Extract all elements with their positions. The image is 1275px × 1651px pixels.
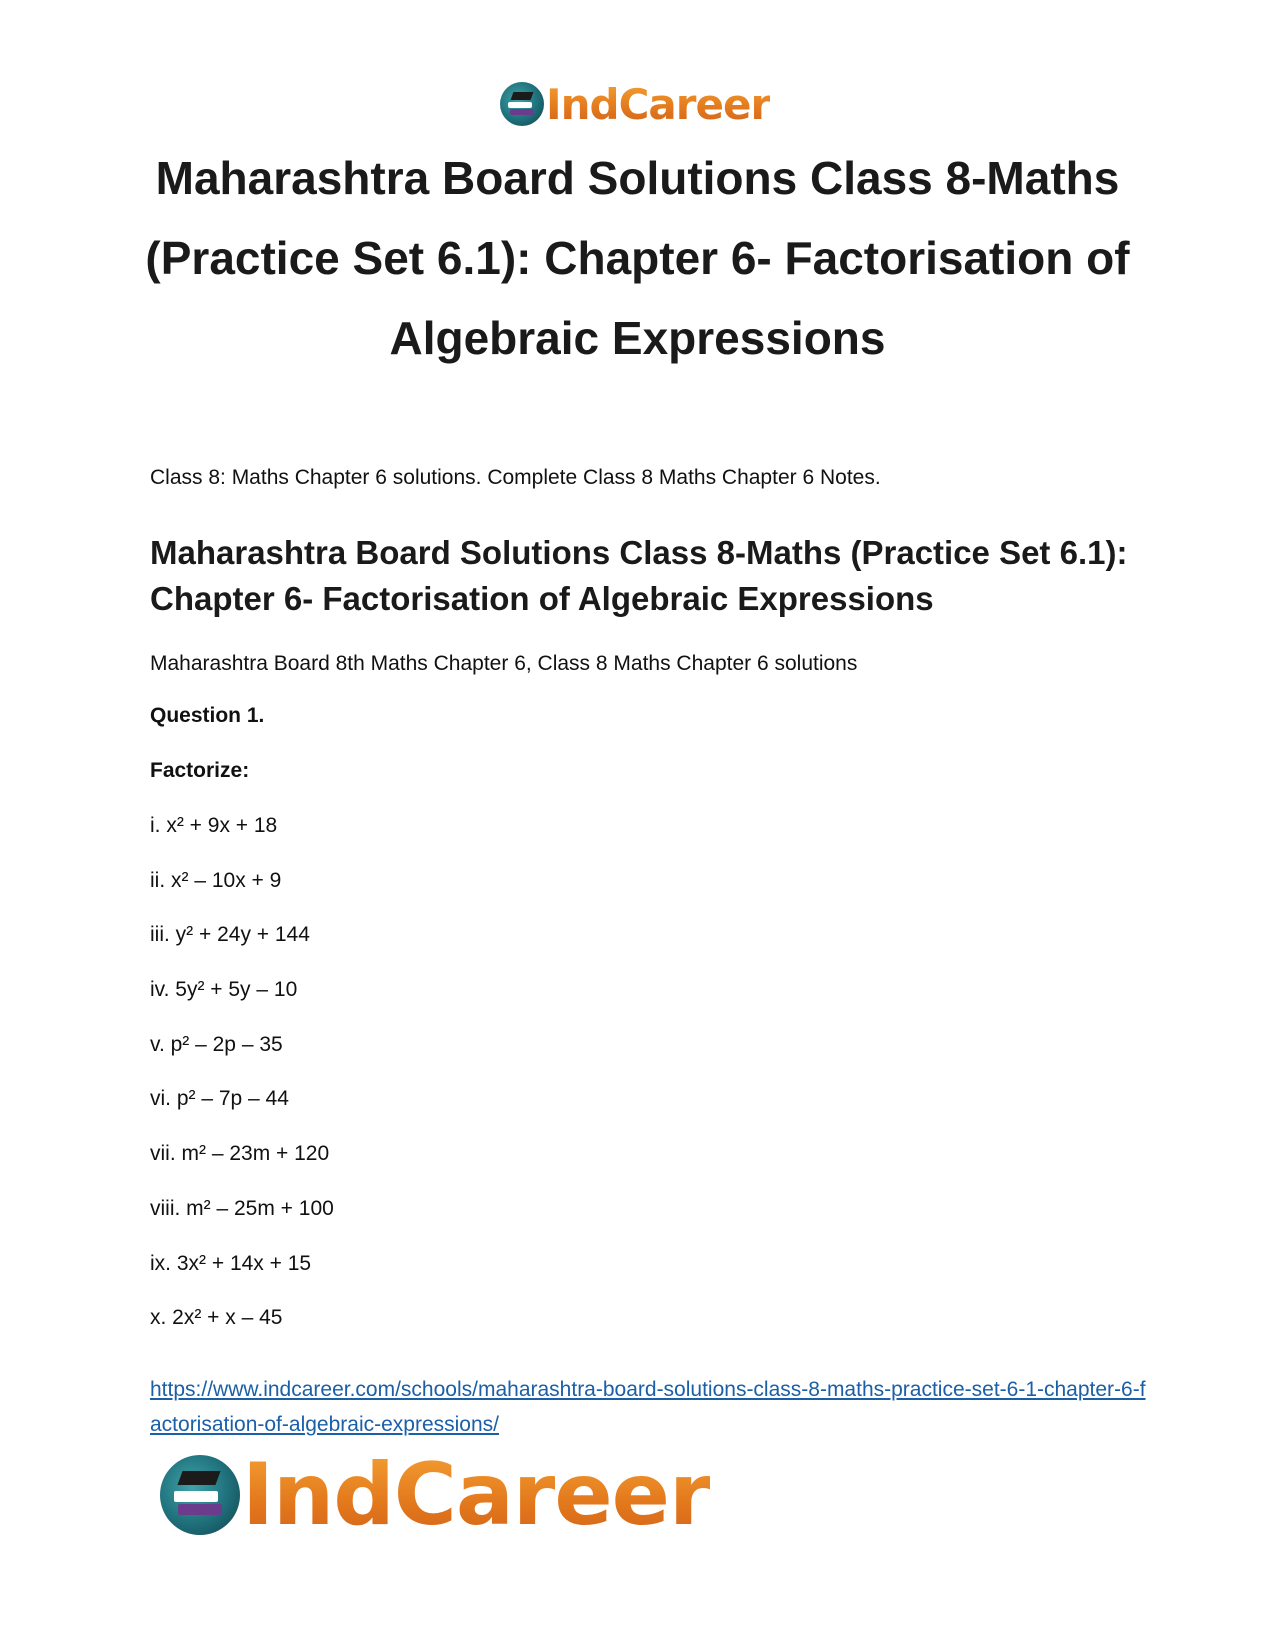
factorize-label: Factorize: [150,759,250,782]
graduation-cap-book-globe-icon [500,82,544,126]
indcareer-logo-bottom[interactable] [160,1445,711,1545]
indcareer-logo-top[interactable] [500,76,770,132]
list-item: iv. 5y² + 5y – 10 [150,978,298,1002]
list-item: x. 2x² + x – 45 [150,1306,283,1330]
list-item: viii. m² – 25m + 100 [150,1196,334,1220]
list-item: vii. m² – 23m + 120 [150,1142,330,1166]
list-item: iii. y² + 24y + 144 [150,923,310,947]
logo-text: IndCareer [242,1445,711,1545]
question-label: Question 1. [150,704,265,727]
page-title: Maharashtra Board Solutions Class 8-Maths (Practice Set 6.1): Chapter 6- Factorisation of Algebraic Expressions [145,152,1130,364]
list-item: vi. p² – 7p – 44 [150,1087,289,1111]
source-link[interactable]: https://www.indcareer.com/schools/maharashtra-board-solutions-class-8-maths-practice-set-6-1-chapter-6-factorisation-of-algebraic-expressions/ [150,1378,1146,1436]
intro-text: Class 8: Maths Chapter 6 solutions. Complete Class 8 Maths Chapter 6 Notes. [150,466,881,489]
exercise-list [150,813,334,1360]
list-item: v. p² – 2p – 35 [150,1032,283,1056]
section-title: Maharashtra Board Solutions Class 8-Maths (Practice Set 6.1): Chapter 6- Factorisation of Algebraic Expressions [150,534,1128,617]
list-item: ix. 3x² + 14x + 15 [150,1251,312,1275]
section-subtitle: Maharashtra Board 8th Maths Chapter 6, Class 8 Maths Chapter 6 solutions [150,652,858,675]
list-item: i. x² + 9x + 18 [150,814,278,837]
graduation-cap-book-globe-icon [160,1455,240,1535]
list-item: ii. x² – 10x + 9 [150,868,282,892]
logo-text: IndCareer [546,79,771,129]
